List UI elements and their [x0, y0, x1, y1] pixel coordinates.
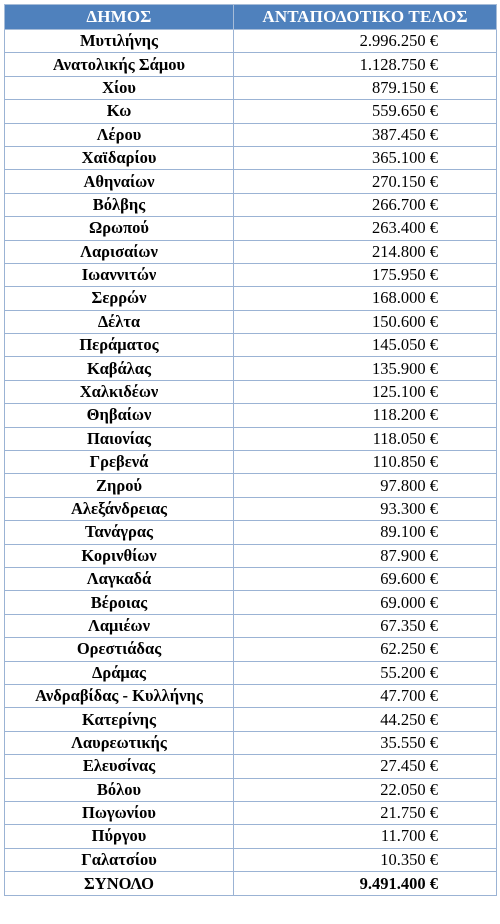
fee-cell: 67.350 € [234, 614, 497, 637]
municipality-cell: Αθηναίων [5, 170, 234, 193]
table-row [5, 217, 497, 240]
table-row [5, 755, 497, 778]
municipality-cell: Λαμιέων [5, 614, 234, 637]
fee-cell: 150.600 € [234, 310, 497, 333]
table-row [5, 53, 497, 76]
table-row [5, 567, 497, 590]
municipality-fee-table [4, 4, 497, 896]
fee-cell: 559.650 € [234, 100, 497, 123]
fee-cell: 145.050 € [234, 334, 497, 357]
table-footer [5, 872, 497, 896]
municipality-cell: Λαυρεωτικής [5, 731, 234, 754]
fee-cell: 214.800 € [234, 240, 497, 263]
table-row [5, 76, 497, 99]
municipality-cell: Κορινθίων [5, 544, 234, 567]
table-body [5, 30, 497, 872]
fee-cell: 62.250 € [234, 638, 497, 661]
fee-cell: 93.300 € [234, 497, 497, 520]
municipality-cell: Παιονίας [5, 427, 234, 450]
table-row [5, 731, 497, 754]
municipality-cell: Πωγωνίου [5, 801, 234, 824]
municipality-cell: Λαγκαδά [5, 567, 234, 590]
municipality-cell: Ιωαννιτών [5, 263, 234, 286]
table-row [5, 334, 497, 357]
fee-cell: 69.600 € [234, 567, 497, 590]
municipality-cell: Λέρου [5, 123, 234, 146]
total-row [5, 872, 497, 896]
municipality-cell: Ωρωπού [5, 217, 234, 240]
table-row [5, 614, 497, 637]
header-fee: ΑΝΤΑΠΟΔΟΤΙΚΟ ΤΕΛΟΣ [234, 5, 497, 30]
table-row [5, 100, 497, 123]
municipality-cell: Βόλου [5, 778, 234, 801]
municipality-cell: Χαϊδαρίου [5, 146, 234, 169]
municipality-cell: Βόλβης [5, 193, 234, 216]
municipality-cell: Γαλατσίου [5, 848, 234, 871]
table-row [5, 380, 497, 403]
fee-cell: 55.200 € [234, 661, 497, 684]
municipality-cell: Ανδραβίδας - Κυλλήνης [5, 684, 234, 707]
table-row [5, 778, 497, 801]
total-label: ΣΥΝΟΛΟ [5, 872, 234, 896]
table-row [5, 123, 497, 146]
fee-cell: 263.400 € [234, 217, 497, 240]
municipality-cell: Αλεξάνδρειας [5, 497, 234, 520]
table-row [5, 661, 497, 684]
table-row [5, 848, 497, 871]
municipality-cell: Ελευσίνας [5, 755, 234, 778]
table-row [5, 427, 497, 450]
fee-cell: 879.150 € [234, 76, 497, 99]
fee-cell: 270.150 € [234, 170, 497, 193]
fee-cell: 47.700 € [234, 684, 497, 707]
fee-cell: 11.700 € [234, 825, 497, 848]
table-row [5, 287, 497, 310]
table-row [5, 404, 497, 427]
table-row [5, 591, 497, 614]
municipality-cell: Δράμας [5, 661, 234, 684]
fee-cell: 21.750 € [234, 801, 497, 824]
table-row [5, 521, 497, 544]
table-row [5, 451, 497, 474]
table-row [5, 708, 497, 731]
table-row [5, 263, 497, 286]
municipality-cell: Θηβαίων [5, 404, 234, 427]
municipality-cell: Χίου [5, 76, 234, 99]
fee-cell: 118.200 € [234, 404, 497, 427]
table-row [5, 544, 497, 567]
fee-cell: 97.800 € [234, 474, 497, 497]
table-header [5, 5, 497, 30]
table-row [5, 684, 497, 707]
municipality-cell: Χαλκιδέων [5, 380, 234, 403]
municipality-cell: Βέροιας [5, 591, 234, 614]
fee-cell: 27.450 € [234, 755, 497, 778]
municipality-cell: Μυτιλήνης [5, 30, 234, 53]
fee-cell: 2.996.250 € [234, 30, 497, 53]
fee-cell: 22.050 € [234, 778, 497, 801]
municipality-cell: Ζηρού [5, 474, 234, 497]
table-row [5, 240, 497, 263]
municipality-cell: Ορεστιάδας [5, 638, 234, 661]
table-row [5, 170, 497, 193]
municipality-cell: Κατερίνης [5, 708, 234, 731]
table-row [5, 801, 497, 824]
table-row [5, 357, 497, 380]
header-municipality: ΔΗΜΟΣ [5, 5, 234, 30]
fee-cell: 1.128.750 € [234, 53, 497, 76]
fee-cell: 266.700 € [234, 193, 497, 216]
table-row [5, 825, 497, 848]
fee-cell: 87.900 € [234, 544, 497, 567]
municipality-cell: Λαρισαίων [5, 240, 234, 263]
table-row [5, 193, 497, 216]
table-row [5, 310, 497, 333]
header-row [5, 5, 497, 30]
municipality-cell: Γρεβενά [5, 451, 234, 474]
fee-cell: 365.100 € [234, 146, 497, 169]
municipality-cell: Σερρών [5, 287, 234, 310]
municipality-cell: Πύργου [5, 825, 234, 848]
fee-cell: 118.050 € [234, 427, 497, 450]
fee-cell: 168.000 € [234, 287, 497, 310]
fee-cell: 110.850 € [234, 451, 497, 474]
table-row [5, 474, 497, 497]
fee-cell: 387.450 € [234, 123, 497, 146]
fee-cell: 89.100 € [234, 521, 497, 544]
municipality-cell: Τανάγρας [5, 521, 234, 544]
table-row [5, 146, 497, 169]
total-fee: 9.491.400 € [234, 872, 497, 896]
table-row [5, 30, 497, 53]
municipality-cell: Δέλτα [5, 310, 234, 333]
municipality-cell: Καβάλας [5, 357, 234, 380]
fee-cell: 69.000 € [234, 591, 497, 614]
fee-cell: 125.100 € [234, 380, 497, 403]
municipality-cell: Ανατολικής Σάμου [5, 53, 234, 76]
table-row [5, 497, 497, 520]
fee-cell: 175.950 € [234, 263, 497, 286]
fee-cell: 44.250 € [234, 708, 497, 731]
table-row [5, 638, 497, 661]
fee-cell: 135.900 € [234, 357, 497, 380]
municipality-cell: Περάματος [5, 334, 234, 357]
fee-cell: 10.350 € [234, 848, 497, 871]
municipality-cell: Κω [5, 100, 234, 123]
fee-cell: 35.550 € [234, 731, 497, 754]
